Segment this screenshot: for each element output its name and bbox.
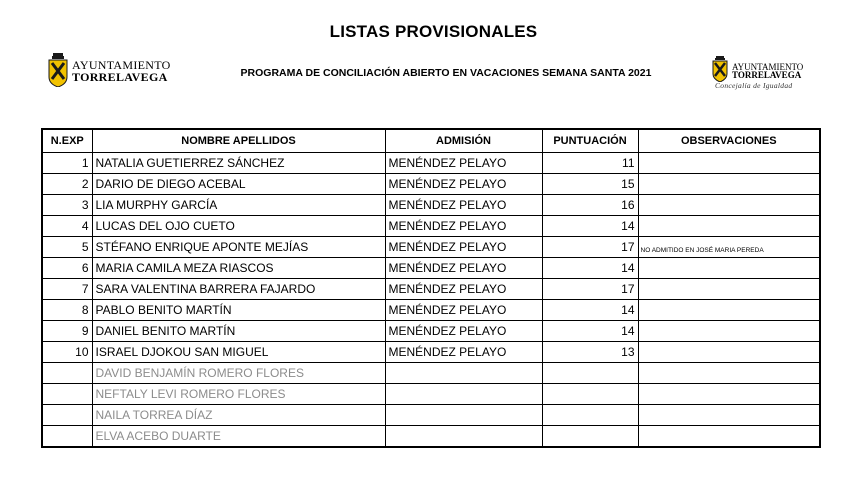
cell-admision: MENÉNDEZ PELAYO bbox=[385, 174, 542, 195]
empty-cell bbox=[42, 384, 92, 405]
logo-left-line1: AYUNTAMIENTO bbox=[72, 58, 171, 72]
cell-nombre: LIA MURPHY GARCÍA bbox=[92, 195, 385, 216]
cell-puntuacion: 13 bbox=[542, 342, 638, 363]
waitlist-row bbox=[42, 363, 820, 384]
cell-nombre: NEFTALY LEVI ROMERO FLORES bbox=[92, 384, 385, 405]
page-title: LISTAS PROVISIONALES bbox=[329, 22, 538, 41]
waitlist-row bbox=[42, 384, 820, 405]
cell-observaciones bbox=[638, 300, 820, 321]
empty-cell bbox=[638, 363, 820, 384]
cell-nexp: 5 bbox=[42, 237, 92, 258]
cell-nombre: DAVID BENJAMÍN ROMERO FLORES bbox=[92, 363, 385, 384]
cell-admision: MENÉNDEZ PELAYO bbox=[385, 153, 542, 174]
empty-cell bbox=[638, 426, 820, 448]
concejalia-logo-right bbox=[712, 56, 832, 92]
table-row bbox=[42, 300, 820, 321]
logo-right-line1: AYUNTAMIENTO bbox=[732, 62, 804, 72]
cell-puntuacion: 16 bbox=[542, 195, 638, 216]
cell-admision: MENÉNDEZ PELAYO bbox=[385, 237, 542, 258]
cell-admision: MENÉNDEZ PELAYO bbox=[385, 279, 542, 300]
table-row bbox=[42, 321, 820, 342]
table-row bbox=[42, 342, 820, 363]
cell-puntuacion: 17 bbox=[542, 279, 638, 300]
admissions-table bbox=[41, 128, 821, 448]
table-row bbox=[42, 174, 820, 195]
cell-nombre: NAILA TORREA DÍAZ bbox=[92, 405, 385, 426]
empty-cell bbox=[42, 405, 92, 426]
cell-nexp: 9 bbox=[42, 321, 92, 342]
empty-cell bbox=[42, 363, 92, 384]
empty-cell bbox=[542, 426, 638, 448]
cell-admision: MENÉNDEZ PELAYO bbox=[385, 195, 542, 216]
cell-nombre: ELVA ACEBO DUARTE bbox=[92, 426, 385, 448]
col-header-admision: ADMISIÓN bbox=[385, 129, 542, 153]
cell-nexp: 8 bbox=[42, 300, 92, 321]
cell-nexp: 10 bbox=[42, 342, 92, 363]
cell-puntuacion: 17 bbox=[542, 237, 638, 258]
cell-admision: MENÉNDEZ PELAYO bbox=[385, 342, 542, 363]
table-header-row bbox=[42, 129, 820, 153]
empty-cell bbox=[638, 384, 820, 405]
cell-nombre: STÉFANO ENRIQUE APONTE MEJÍAS bbox=[92, 237, 385, 258]
cell-observaciones bbox=[638, 153, 820, 174]
cell-admision: MENÉNDEZ PELAYO bbox=[385, 300, 542, 321]
empty-cell bbox=[385, 426, 542, 448]
cell-observaciones bbox=[638, 342, 820, 363]
col-header-nexp: N.EXP bbox=[42, 129, 92, 153]
logo-left-line2: TORRELAVEGA bbox=[72, 70, 168, 84]
cell-puntuacion: 14 bbox=[542, 321, 638, 342]
logo-right-line3: Concejalía de Igualdad bbox=[715, 81, 793, 90]
cell-observaciones bbox=[638, 216, 820, 237]
cell-puntuacion: 15 bbox=[542, 174, 638, 195]
empty-cell bbox=[542, 384, 638, 405]
table-row bbox=[42, 153, 820, 174]
cell-nombre: LUCAS DEL OJO CUETO bbox=[92, 216, 385, 237]
cell-nexp: 7 bbox=[42, 279, 92, 300]
cell-nombre: PABLO BENITO MARTÍN bbox=[92, 300, 385, 321]
cell-nombre: DANIEL BENITO MARTÍN bbox=[92, 321, 385, 342]
cell-observaciones bbox=[638, 258, 820, 279]
table-row bbox=[42, 195, 820, 216]
cell-nexp: 1 bbox=[42, 153, 92, 174]
cell-observaciones bbox=[638, 279, 820, 300]
cell-puntuacion: 14 bbox=[542, 258, 638, 279]
cell-nombre: NATALIA GUETIERREZ SÁNCHEZ bbox=[92, 153, 385, 174]
cell-nombre: SARA VALENTINA BARRERA FAJARDO bbox=[92, 279, 385, 300]
empty-cell bbox=[42, 426, 92, 448]
cell-nombre: DARIO DE DIEGO ACEBAL bbox=[92, 174, 385, 195]
empty-cell bbox=[638, 405, 820, 426]
table-row bbox=[42, 216, 820, 237]
cell-observaciones bbox=[638, 321, 820, 342]
cell-nexp: 6 bbox=[42, 258, 92, 279]
cell-observaciones: NO ADMITIDO EN JOSÉ MARIA PEREDA bbox=[638, 237, 820, 258]
empty-cell bbox=[542, 363, 638, 384]
empty-cell bbox=[385, 405, 542, 426]
col-header-observaciones: OBSERVACIONES bbox=[638, 129, 820, 153]
coat-of-arms-icon bbox=[712, 56, 728, 82]
cell-admision: MENÉNDEZ PELAYO bbox=[385, 216, 542, 237]
logo-right-line2: TORRELAVEGA bbox=[732, 70, 802, 80]
cell-admision: MENÉNDEZ PELAYO bbox=[385, 321, 542, 342]
cell-puntuacion: 14 bbox=[542, 300, 638, 321]
cell-observaciones bbox=[638, 174, 820, 195]
cell-puntuacion: 14 bbox=[542, 216, 638, 237]
cell-nombre: ISRAEL DJOKOU SAN MIGUEL bbox=[92, 342, 385, 363]
empty-cell bbox=[385, 363, 542, 384]
empty-cell bbox=[385, 384, 542, 405]
cell-puntuacion: 11 bbox=[542, 153, 638, 174]
cell-observaciones bbox=[638, 195, 820, 216]
cell-nexp: 2 bbox=[42, 174, 92, 195]
table-row bbox=[42, 258, 820, 279]
table-row bbox=[42, 279, 820, 300]
cell-admision: MENÉNDEZ PELAYO bbox=[385, 258, 542, 279]
col-header-puntuacion: PUNTUACIÓN bbox=[542, 129, 638, 153]
empty-cell bbox=[542, 405, 638, 426]
waitlist-row bbox=[42, 405, 820, 426]
cell-nexp: 4 bbox=[42, 216, 92, 237]
col-header-nombre: NOMBRE APELLIDOS bbox=[92, 129, 385, 153]
waitlist-row bbox=[42, 426, 820, 448]
table-row bbox=[42, 237, 820, 258]
program-subtitle: PROGRAMA DE CONCILIACIÓN ABIERTO EN VACACIONES SEMANA SANTA 2021 bbox=[240, 67, 652, 79]
cell-nexp: 3 bbox=[42, 195, 92, 216]
cell-nombre: MARIA CAMILA MEZA RIASCOS bbox=[92, 258, 385, 279]
